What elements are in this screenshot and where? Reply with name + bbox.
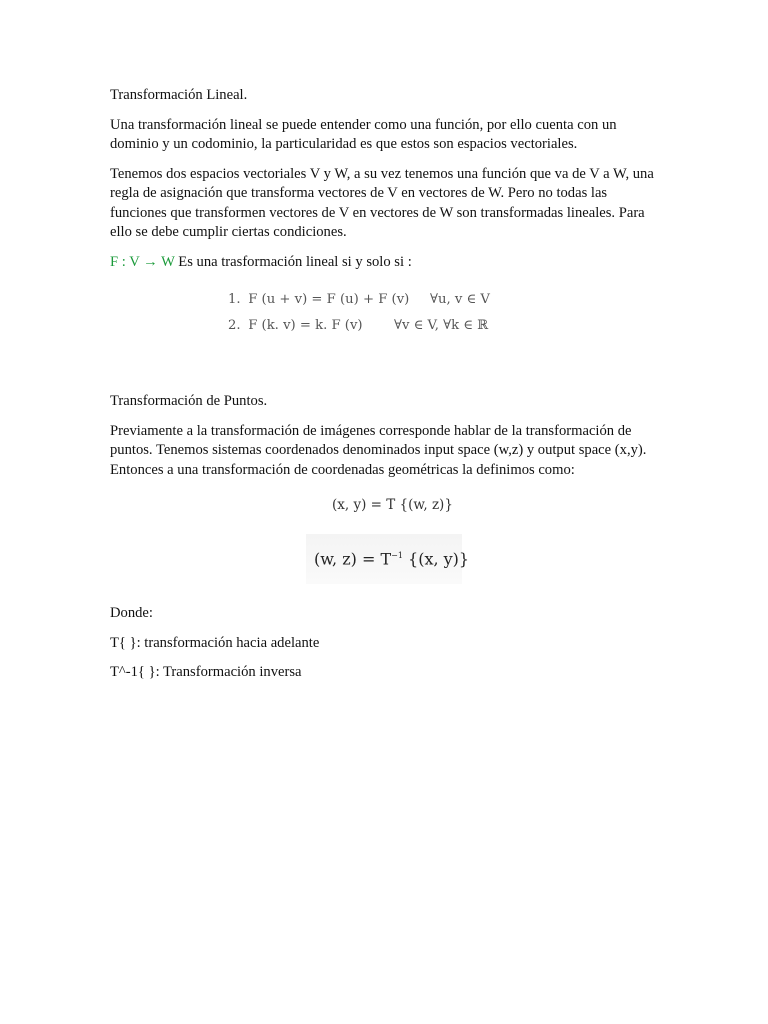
linearity-conditions [110, 290, 655, 344]
document-page [110, 86, 655, 693]
condition-formula: F (k. v) = k. F (v) [248, 318, 363, 333]
inverse-equation-lhs: (w, z) = T [314, 549, 392, 569]
inverse-equation-rhs: {(x, y)} [402, 549, 470, 569]
condition-quantifier: ∀v ∈ V, ∀k ∈ ℝ [394, 318, 489, 333]
coordinate-equations [110, 490, 655, 588]
arrow-icon: → [143, 253, 158, 270]
section-title-point-transformation: Transformación de Puntos. [110, 393, 268, 409]
paragraph-vector-spaces: Tenemos dos espacios vectoriales V y W, a su vez tenemos una función que va de V a W, una regla de asignación que transforma vectores de V en vectores de W. Pero no todas las funciones que transformen vectores de V en vectores de W son transformadas lineales. Para ello se debe cumplir ciertas condiciones. [110, 165, 654, 240]
definition-mapping-target: W [157, 253, 175, 270]
condition-2 [228, 316, 489, 336]
definition-text: Es una trasformación lineal si y solo si : [174, 253, 412, 270]
condition-number: 1. [228, 292, 241, 307]
paragraph-intro: Una transformación lineal se puede entender como una función, por ello cuenta con un dominio y un codominio, la particularidad es que estos son espacios vectoriales. [110, 116, 617, 152]
definition-line [110, 253, 655, 273]
definition-forward: T{ }: transformación hacia adelante [110, 634, 320, 651]
definition-mapping-prefix: F : V [110, 253, 144, 270]
definition-inverse: T^-1{ }: Transformación inversa [110, 664, 302, 680]
paragraph-point-transformation: Previamente a la transformación de imágenes corresponde hablar de la transformación de puntos. Tenemos sistemas coordenados denominados input space (w,z) y output space (x,y). Entonces a una transformación de coordenadas geométricas la definimos como: [110, 422, 647, 478]
condition-quantifier: ∀u, v ∈ V [430, 292, 490, 307]
donde-label: Donde: [110, 605, 153, 621]
condition-number: 2. [228, 318, 241, 333]
condition-1 [228, 290, 490, 310]
inverse-transform-equation [314, 546, 469, 569]
condition-formula: F (u + v) = F (u) + F (v) [248, 292, 410, 307]
inverse-exponent: −1 [391, 551, 403, 560]
section-title-linear-transformation: Transformación Lineal. [110, 87, 248, 103]
forward-transform-equation: (x, y) = T {(w, z)} [332, 497, 453, 513]
